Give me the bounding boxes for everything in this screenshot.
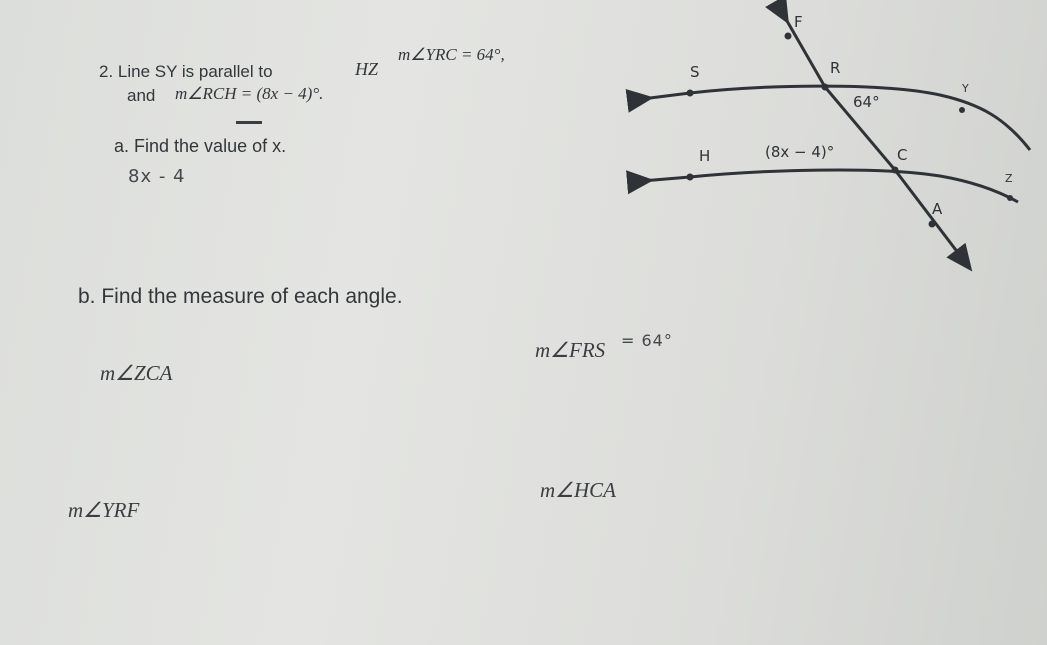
angle-frs-answer: = 64° — [621, 331, 673, 350]
problem-line1-prefix: 2. Line SY is parallel to — [99, 62, 273, 81]
problem-angle-yrc: m∠YRC = 64°, — [398, 45, 505, 64]
angle-frs-label: m∠FRS — [535, 338, 606, 362]
label-c: C — [897, 146, 908, 164]
point-f — [785, 33, 792, 40]
label-s: S — [690, 63, 700, 81]
part-a-prompt: a. Find the value of x. — [114, 136, 287, 156]
point-r — [822, 84, 829, 91]
part-b-prompt: b. Find the measure of each angle. — [78, 285, 403, 308]
problem-line2-prefix: and — [127, 86, 156, 105]
point-z — [1007, 195, 1013, 201]
angle-zca-label: m∠ZCA — [100, 361, 173, 385]
problem-vector-hz: HZ — [355, 59, 379, 79]
point-c — [892, 167, 899, 174]
label-expression: (8x − 4)° — [765, 143, 835, 161]
label-r: R — [830, 59, 841, 77]
point-y — [959, 107, 965, 113]
problem-angle-rch: m∠RCH = (8x − 4)°. — [175, 84, 324, 103]
line-sy — [642, 86, 1030, 150]
label-a: A — [932, 200, 943, 218]
point-s — [687, 90, 694, 97]
angle-yrf-label: m∠YRF — [68, 498, 140, 522]
label-f: F — [794, 13, 803, 31]
part-a-handwritten-work: 8x - 4 — [128, 166, 186, 187]
point-h — [687, 174, 694, 181]
label-h: H — [699, 147, 711, 165]
line-hz — [642, 170, 1018, 202]
label-z: Z — [1005, 172, 1013, 185]
label-angle-64: 64° — [853, 93, 880, 111]
transversal-fa — [783, 14, 965, 262]
point-a — [929, 221, 936, 228]
label-y: Y — [962, 82, 969, 95]
angle-hca-label: m∠HCA — [540, 478, 616, 502]
